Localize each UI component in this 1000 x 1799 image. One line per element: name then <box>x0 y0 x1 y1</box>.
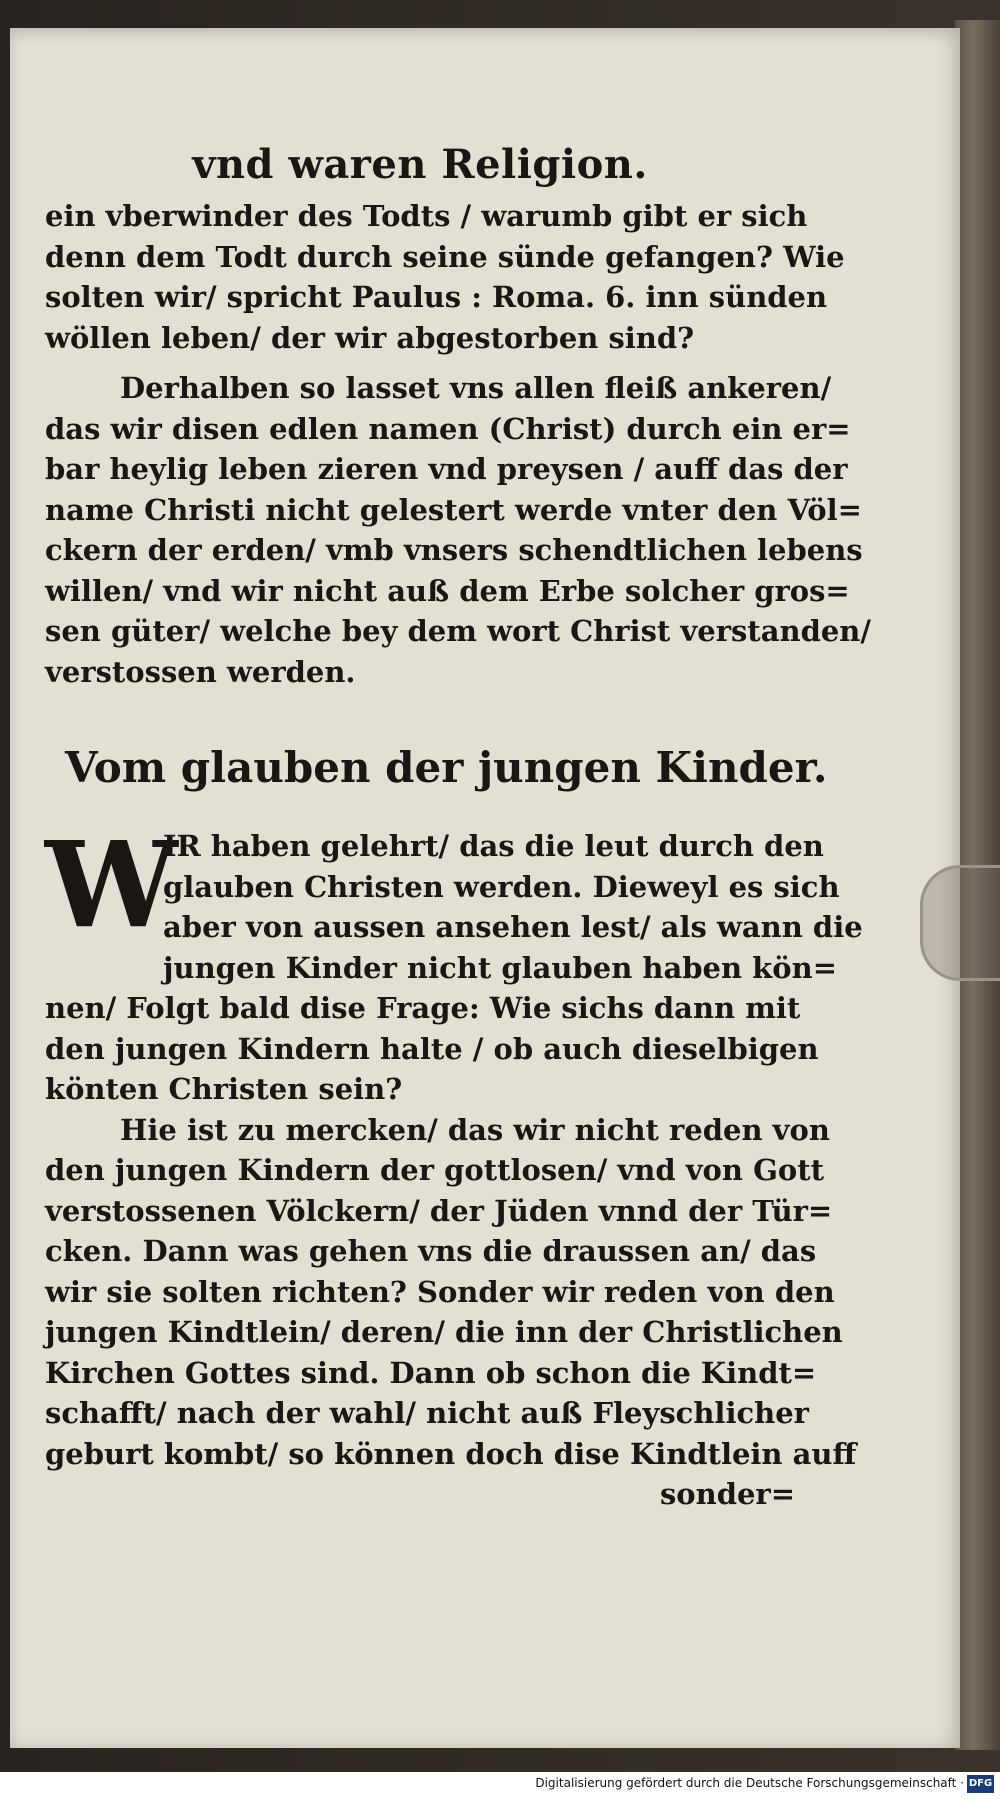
text-line: den jungen Kindern der gottlosen/ vnd von Gott <box>45 1153 824 1187</box>
text-line: ckern der erden/ vmb vnsers schendtlichen lebens <box>45 533 863 567</box>
text-line: denn dem Todt durch seine sünde gefangen? Wie <box>45 239 845 274</box>
text-line: sen güter/ welche bey dem wort Christ verstanden/ <box>45 614 871 648</box>
catchword: sonder= <box>659 1477 795 1511</box>
text-line: jungen Kindtlein/ deren/ die inn der Christlichen <box>45 1315 843 1349</box>
text-line: könten Christen sein? <box>45 1072 403 1106</box>
page-text <box>45 140 871 1515</box>
text-line: ein vberwinder des Todts / warumb gibt er sich <box>45 199 808 233</box>
text-line: Hie ist zu mercken/ das wir nicht reden von <box>120 1112 830 1147</box>
text-line: aber von aussen ansehen lest/ als wann die <box>163 910 863 944</box>
text-line: das wir disen edlen namen (Christ) durch ein er= <box>45 411 851 446</box>
text-line: nen/ Folgt bald dise Frage: Wie sichs dann mit <box>45 991 801 1025</box>
text-line: Kirchen Gottes sind. Dann ob schon die Kindt= <box>45 1355 817 1390</box>
running-head: vnd waren Religion. <box>192 141 648 188</box>
text-line: bar heylig leben zieren vnd preysen / auff das der <box>45 452 848 486</box>
digitization-footer <box>0 1772 1000 1799</box>
drop-cap-initial: W <box>45 815 178 954</box>
text-line: Derhalben so lasset vns allen fleiß ankeren/ <box>120 371 832 405</box>
text-line: geburt kombt/ so können doch dise Kindtlein auff <box>45 1436 857 1471</box>
page-clip <box>920 865 1000 981</box>
text-line: schafft/ nach der wahl/ nicht auß Fleyschlicher <box>45 1396 809 1430</box>
text-line: verstossenen Völckern/ der Jüden vnnd der Tür= <box>45 1193 833 1228</box>
text-line: willen/ vnd wir nicht auß dem Erbe solcher gros= <box>45 573 850 608</box>
text-line: verstossen werden. <box>45 654 356 689</box>
text-line: IR haben gelehrt/ das die leut durch den <box>163 829 824 863</box>
dfg-logo: DFG <box>967 1775 994 1793</box>
text-line: solten wir/ spricht Paulus : Roma. 6. inn sünden <box>45 280 828 314</box>
funding-credit: Digitalisierung gefördert durch die Deutsche Forschungsgemeinschaft · <box>535 1776 964 1790</box>
paragraph-1 <box>45 196 845 358</box>
paragraph-3 <box>45 815 863 1110</box>
text-line: wir sie solten richten? Sonder wir reden von den <box>45 1274 835 1309</box>
text-line: jungen Kinder nicht glauben haben kön= <box>163 950 837 985</box>
paragraph-2 <box>45 368 871 692</box>
text-line: name Christi nicht gelestert werde vnter den Völ= <box>45 492 862 527</box>
text-line: glauben Christen werden. Dieweyl es sich <box>163 869 840 904</box>
paragraph-4 <box>45 1110 857 1475</box>
text-line: cken. Dann was gehen vns die draussen an/ das <box>45 1234 817 1268</box>
text-line: wöllen leben/ der wir abgestorben sind? <box>45 320 695 355</box>
section-heading: Vom glauben der jungen Kinder. <box>65 743 828 792</box>
text-line: den jungen Kindern halte / ob auch dieselbigen <box>45 1031 819 1066</box>
